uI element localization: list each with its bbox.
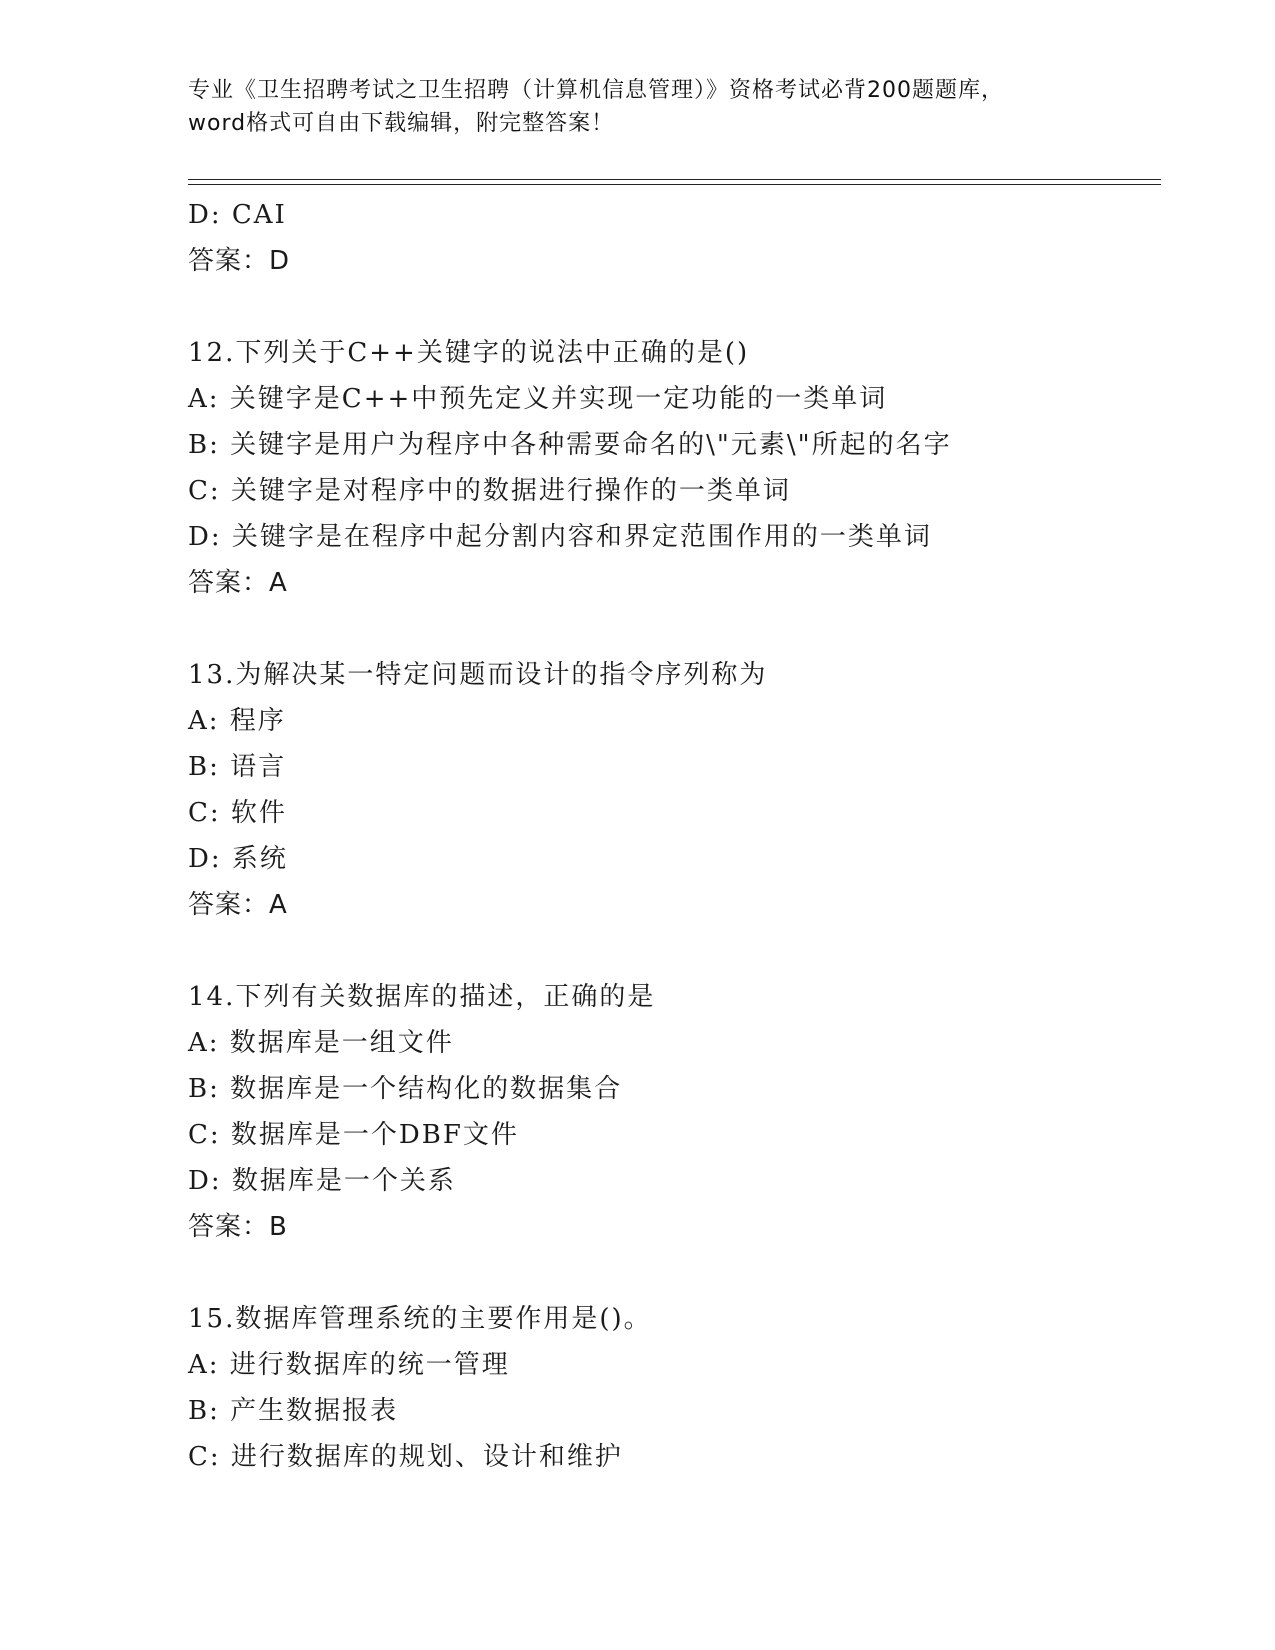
question-list bbox=[188, 192, 1168, 1480]
answer-line: 答案：A bbox=[188, 568, 288, 598]
header-title-line-1: 专业《卫生招聘考试之卫生招聘（计算机信息管理）》资格考试必背200题题库， bbox=[188, 78, 1004, 103]
question-12 bbox=[188, 330, 1168, 606]
spacer bbox=[188, 284, 1168, 330]
header-title-line-2: word格式可自由下载编辑，附完整答案！ bbox=[188, 111, 615, 136]
question-15 bbox=[188, 1296, 1168, 1480]
question-text: 14.下列有关数据库的描述，正确的是 bbox=[188, 982, 656, 1012]
previous-question-tail bbox=[188, 192, 1168, 284]
option-a: A: 程序 bbox=[188, 706, 286, 736]
answer-line: 答案：A bbox=[188, 890, 288, 920]
question-14 bbox=[188, 974, 1168, 1250]
header-divider-bottom bbox=[188, 184, 1161, 185]
option-d: D: 系统 bbox=[188, 844, 288, 874]
answer-line: 答案：D bbox=[188, 246, 291, 276]
option-b: B: 数据库是一个结构化的数据集合 bbox=[188, 1074, 623, 1104]
option-a: A: 数据库是一组文件 bbox=[188, 1028, 454, 1058]
question-text: 12.下列关于C++关键字的说法中正确的是() bbox=[188, 338, 750, 368]
question-text: 13.为解决某一特定问题而设计的指令序列称为 bbox=[188, 660, 768, 690]
option-c: C: 数据库是一个DBF文件 bbox=[188, 1120, 519, 1150]
spacer bbox=[188, 606, 1168, 652]
option-c: C: 关键字是对程序中的数据进行操作的一类单词 bbox=[188, 476, 791, 506]
spacer bbox=[188, 1250, 1168, 1296]
option-b: B: 语言 bbox=[188, 752, 287, 782]
option-c: C: 进行数据库的规划、设计和维护 bbox=[188, 1442, 623, 1472]
option-b: B: 关键字是用户为程序中各种需要命名的\"元素\"所起的名字 bbox=[188, 430, 952, 460]
option-d: D: 关键字是在程序中起分割内容和界定范围作用的一类单词 bbox=[188, 522, 932, 552]
option-c: C: 软件 bbox=[188, 798, 287, 828]
question-13 bbox=[188, 652, 1168, 928]
spacer bbox=[188, 928, 1168, 974]
option-b: B: 产生数据报表 bbox=[188, 1396, 399, 1426]
answer-line: 答案：B bbox=[188, 1212, 288, 1242]
option-a: A: 关键字是C++中预先定义并实现一定功能的一类单词 bbox=[188, 384, 888, 414]
question-text: 15.数据库管理系统的主要作用是()。 bbox=[188, 1304, 652, 1334]
option-a: A: 进行数据库的统一管理 bbox=[188, 1350, 510, 1380]
header-divider-top bbox=[188, 179, 1161, 180]
option-d: D: CAI bbox=[188, 200, 287, 230]
document-header bbox=[188, 74, 1088, 140]
option-d: D: 数据库是一个关系 bbox=[188, 1166, 456, 1196]
